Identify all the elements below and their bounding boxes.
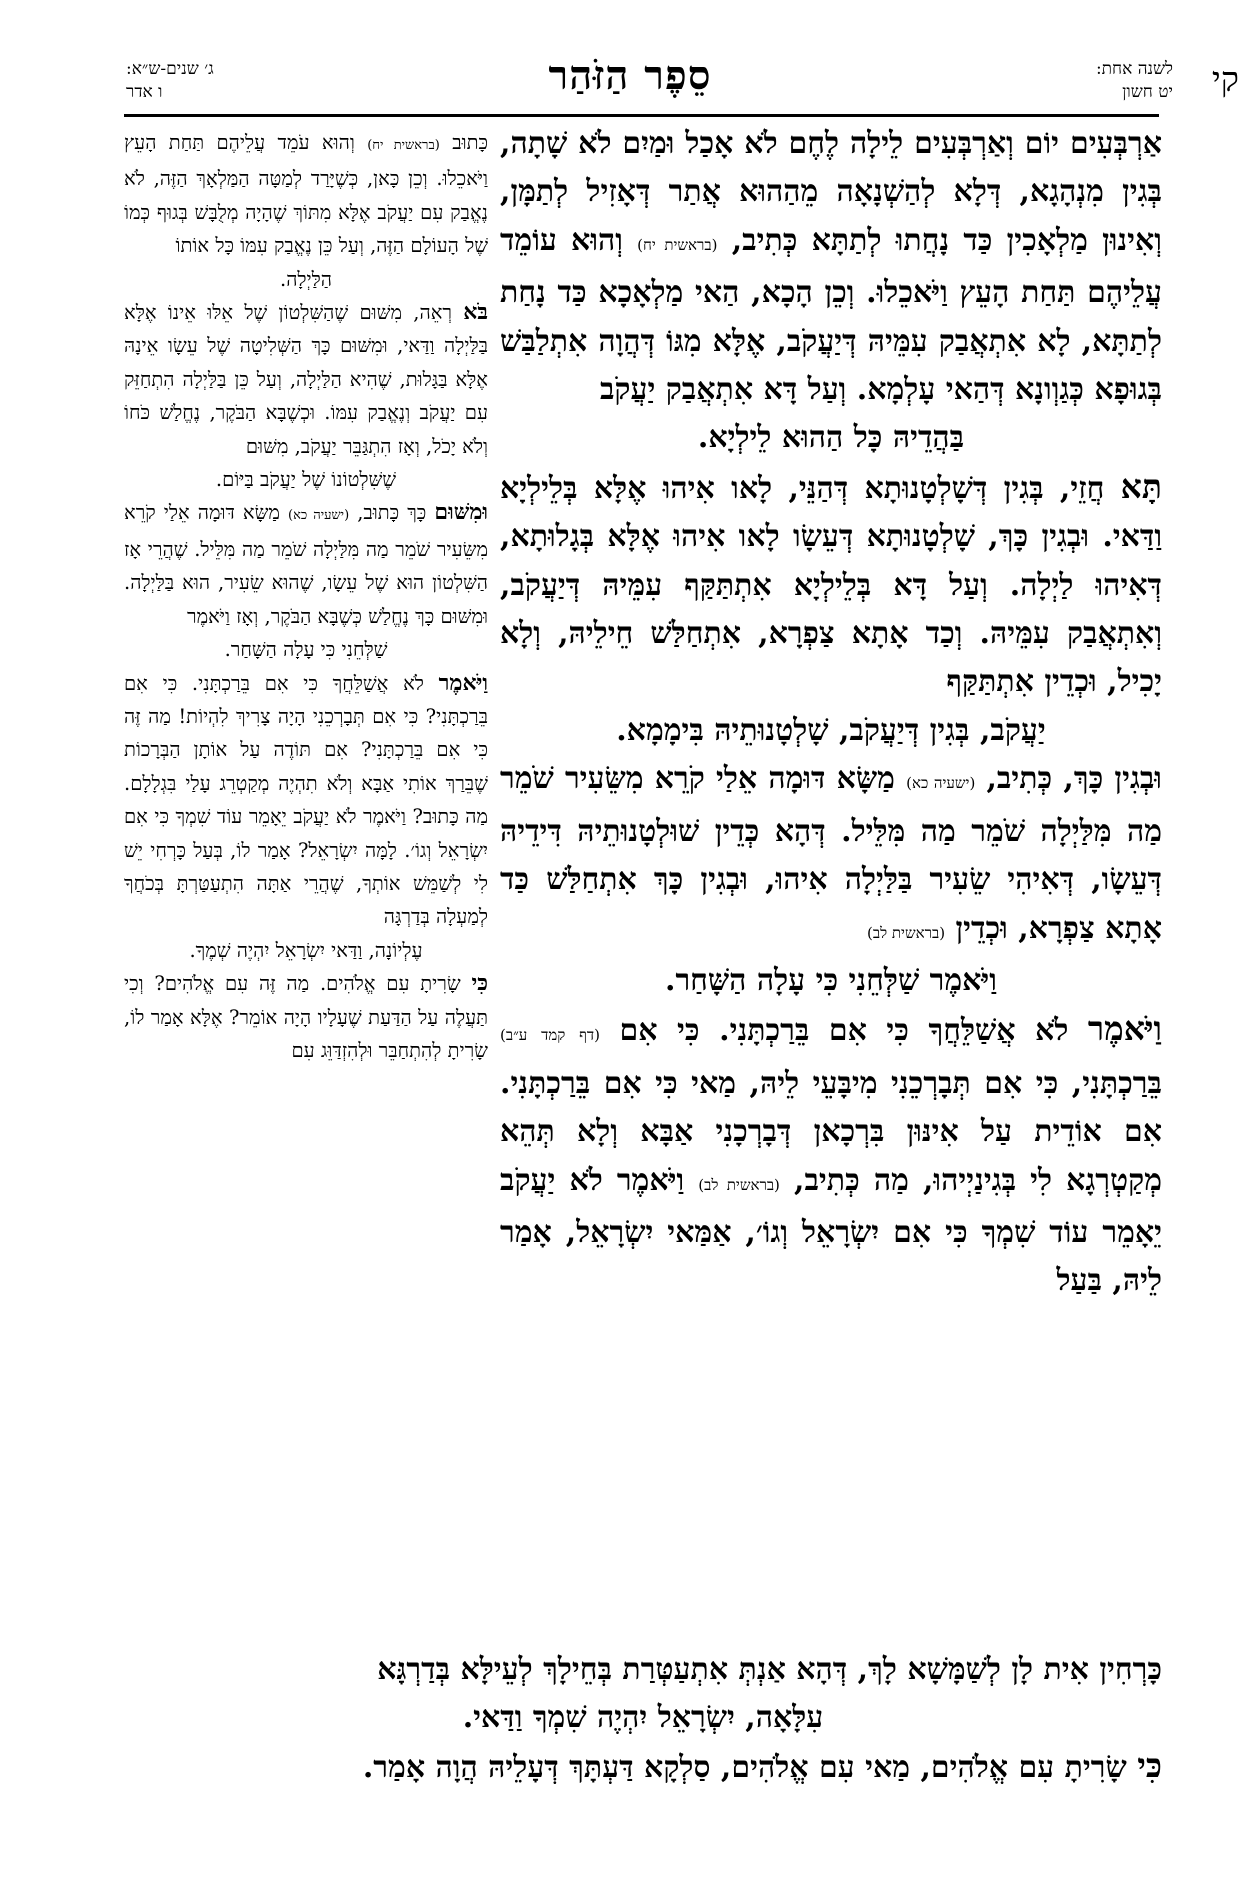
- page-number: קי: [1211, 60, 1239, 100]
- main-paragraph-1-end: בַּהֲדֵיהּ כָּל הַהוּא לֵילְיָא.: [697, 420, 965, 456]
- daily-schedule-three-years: [126, 58, 346, 104]
- continuation-line-2: עִלָּאָה, יִשְׂרָאֵל יִהְיֶה שִׁמְךָ וַדַּאי.: [462, 1700, 824, 1735]
- commentary-p2-text: רְאֵה, מִשּׁוּם שֶׁהַשִּׁלְטוֹן שֶׁל אֵלּוּ אֵינוֹ אֶלָּא בַּלַּיְלָה וַדַּאי, וּמִשּׁוּם כָּךְ הַשְּׁלִיטָה שֶׁל עֵשָׂו אֵינָהּ אֶלָּא בַּגָּלוּת, שֶׁהִיא הַלַּיְלָה, וְעַל כֵּן בַּלַּיְלָה הִתְחַזֵּק עִם יַעֲקֹב וְנֶאֱבַק עִמּוֹ. וּכְשֶׁבָּא הַבֹּקֶר, נֶחֱלַשׁ כֹּחוֹ וְלֹא יָכֹל, וְאָז הִתְגַּבֵּר יַעֲקֹב, מִשּׁוּם: [124, 301, 488, 458]
- folio-reference: (דף קמד ע״ב): [500, 1026, 600, 1045]
- main-paragraph-3-end: וַיֹּאמֶר שַׁלְּחֵנִי כִּי עָלָה הַשָּׁחַר.: [665, 962, 997, 998]
- source-reference: (ישעיה כא): [906, 774, 976, 793]
- commentary-paragraph-5: [124, 967, 488, 1067]
- commentary-p3-text-a: כָּךְ כָּתוּב,: [357, 501, 427, 525]
- paragraph-lead-word: כִּי: [1137, 1746, 1162, 1785]
- main-paragraph-4: [500, 1005, 1162, 1305]
- paragraph-lead-word: וַיֹּאמֶר: [1087, 1009, 1162, 1049]
- source-reference: (בראשית יח): [637, 235, 718, 254]
- schedule-three-years-label: ג׳ שנים-ש״א:: [126, 59, 214, 79]
- main-paragraph-1: [500, 120, 1162, 414]
- main-p4-text-c: וַיֹּאמֶר לֹא יַעֲקֹב יֵאָמֵר עוֹד שִׁמְךָ כִּי אִם יִשְׂרָאֵל וְגוֹ׳, אַמַּאי יִשְׂרָאֵל, אָמַר לֵיהּ, בַּעַל: [500, 1162, 1162, 1299]
- book-title: סֵפֶר הַזֹּהַר: [548, 52, 712, 99]
- full-width-continuation: [124, 1646, 1162, 1792]
- commentary-p5-text: שָׂרִיתָ עִם אֱלֹהִים. מַה זֶּה עִם אֱלֹהִים? וְכִי תַּעֲלֶה עַל הַדַּעַת שֶׁעָלָיו הָיָה אוֹמֵר? אֶלָּא אָמַר לוֹ, שָׂרִיתָ לְהִתְחַבֵּר וּלְהִזְדַּוֵּג עִם: [124, 972, 488, 1062]
- continuation-line-1: כָּרְחִין אִית לָן לְשַׁמָּשָׁא לָךְ, דְּהָא אַנְתְּ אִתְעַטְּרַת בְּחֵילָךְ לְעֵילָּא בְּדַרְגָּא: [377, 1652, 1162, 1687]
- main-p1-text-a: אַרְבְּעִים יוֹם וְאַרְבְּעִים לֵילָה לֶחֶם לֹא אָכַל וּמַיִם לֹא שָׁתָה, בְּגִין מִנְהָגָא, דְּלָא לְהַשְׁנָאָה מֵהַהוּא אֲתַר דְּאָזִיל לְתַמָּן, וְאִינוּן מַלְאָכִין כַּד נָחֲתוּ לְתַתָּא כְּתִיב,: [500, 126, 1162, 258]
- commentary-paragraph-3-end: שַׁלְּחֵנִי כִּי עָלָה הַשָּׁחַר.: [224, 638, 388, 662]
- paragraph-lead-word: וַיֹּאמֶר: [438, 669, 488, 696]
- commentary-paragraph-4-end: עֶלְיוֹנָה, וַדַּאי יִשְׂרָאֵל יִהְיֶה שְׁמֶךָ.: [189, 938, 423, 962]
- schedule-one-year-date: יט חשון: [1122, 81, 1173, 102]
- header-rule: [124, 114, 1159, 117]
- paragraph-lead-word: בֹּא: [463, 299, 488, 326]
- continuation-paragraph: [124, 1742, 1162, 1792]
- commentary-paragraph-3: [124, 496, 488, 633]
- source-reference: (בראשית יח): [367, 138, 440, 153]
- main-paragraph-2: [500, 463, 1162, 707]
- commentary-p1-text-b: וְהוּא עֹמֵד עֲלֵיהֶם תַּחַת הָעֵץ וַיֹּאכֵלוּ. וְכֵן כָּאן, כְּשֶׁיָּרַד לְמַטָּה הַמַּלְאָךְ הַזֶּה, לֹא נֶאֱבַק עִם יַעֲקֹב אֶלָּא מִתּוֹךְ שֶׁהָיָה מְלֻבָּשׁ בְּגוּף כְּמוֹ שֶׁל הָעוֹלָם הַזֶּה, וְעַל כֵּן נֶאֱבַק עִמּוֹ כָּל אוֹתוֹ: [124, 131, 488, 258]
- schedule-three-years-date: ו אדר: [126, 81, 163, 102]
- main-p2-text: חֲזֵי, בְּגִין דְּשָׁלְטָנוּתָא דְּהַנֵּי, לָאו אִיהוּ אֶלָּא בְּלֵילְיָא וַדַּאי. וּבְגִין כָּךְ, שָׁלְטָנוּתָא דְּעֵשָׂו לָאו אִיהוּ אֶלָּא בְּגָלוּתָא, דְּאִיהוּ לַיְלָה. וְעַל דָּא בְּלֵילְיָא אִתְתַּקַּף עִמֵּיהּ דְּיַעֲקֹב, וְאִתְאֲבַק עִמֵּיהּ. וְכַד אָתָא צַפְרָא, אִתְחַלַּשׁ חֵילֵיהּ, וְלָא יָכִיל, וּכְדֵין אִתְתַּקַּף: [500, 470, 1162, 700]
- main-paragraph-2-end: יַעֲקֹב, בְּגִין דְּיַעֲקֹב, שָׁלְטָנוּתֵיהּ בִּימָמָא.: [616, 712, 1046, 748]
- main-paragraph-3: [500, 755, 1162, 957]
- commentary-paragraph-1-end: הַלַּיְלָה.: [280, 267, 332, 291]
- commentary-p1-text-a: כָּתוּב: [452, 131, 488, 154]
- paragraph-lead-word: תָּא: [1120, 466, 1162, 506]
- source-reference: (בראשית לב): [867, 923, 946, 942]
- main-p3-text-a: וּבְגִין כָּךְ, כְּתִיב,: [986, 761, 1162, 797]
- main-p1-text-b: וְהוּא עוֹמֵד עֲלֵיהֶם תַּחַת הָעֵץ וַיֹּאכֵלוּ. וְכֵן הָכָא, הַאי מַלְאָכָא כַּד נָחַת לְתַתָּא, לָא אִתְאֲבַק עִמֵּיהּ דְּיַעֲקֹב, אֶלָּא מִגּוֹ דְּהֲוָה אִתְלַבַּשׁ בְּגוּפָא כְּגַוְונָא דְּהַאי עָלְמָא. וְעַל דָּא אִתְאֲבַק יַעֲקֹב: [500, 222, 1162, 408]
- main-text-column: [500, 120, 1162, 1306]
- commentary-p4-text: לֹא אֲשַׁלֵּחֲךָ כִּי אִם בֵּרַכְתָּנִי. כִּי אִם בֵּרַכְתָּנִי? כִּי אִם תְּבָרְכֵנִי הָיָה צָרִיךְ לִהְיוֹת! מַה זֶּה כִּי אִם בֵּרַכְתָּנִי? אִם תּוֹדֶה עַל אוֹתָן הַבְּרָכוֹת שֶׁבֵּרַךְ אוֹתִי אַבָּא וְלֹא תִהְיֶה מְקַטְרֵג עָלַי בִּגְלָלָם. מַה כָּתוּב? וַיֹּאמֶר לֹא יַעֲקֹב יֵאָמֵר עוֹד שִׁמְךָ כִּי אִם יִשְׂרָאֵל וְגוֹ׳. לָמָּה יִשְׂרָאֵל? אָמַר לוֹ, בְּעַל כָּרְחִי יֵשׁ לִי לְשַׁמֵּשׁ אוֹתְךָ, שֶׁהֲרֵי אַתָּה הִתְעַטַּרְתָּ בְּכֹחֲךָ לְמַעְלָה בְּדַרְגָּה: [124, 671, 488, 929]
- source-reference: (ישעיה כא): [288, 508, 350, 524]
- main-p3-text-b: מַשָּׂא דּוּמָה אֵלַי קֹרֵא מִשֵּׂעִיר שֹׁמֵר מַה מִּלַּיְלָה שֹׁמֵר מַה מִּלֵּיל. דְּהָא כְּדֵין שׁוּלְטָנוּתֵיהּ דִּידֵיהּ דְּעֵשָׂו, דְּאִיהִי שֵׂעִיר בַּלַּיְלָה אִיהוּ, וּבְגִין כָּךְ אִתְחַלַּשׁ כַּד אָתָא צַפְרָא, וּכְדֵין: [500, 761, 1162, 946]
- schedule-one-year-label: לשנה אחת:: [1095, 59, 1173, 79]
- paragraph-lead-word: וּמִשּׁוּם: [434, 499, 488, 526]
- main-p4-text-a: לֹא אֲשַׁלֵּחֲךָ כִּי אִם בֵּרַכְתָּנִי. כִּי אִם: [619, 1013, 1069, 1049]
- commentary-paragraph-2: [124, 296, 488, 463]
- continuation-paragraph-text: שָׂרִיתָ עִם אֱלֹהִים, מַאי עִם אֱלֹהִים, סַלְקָא דַּעְתָּךְ דְּעָלֵיהּ הֲוָה אָמַר.: [362, 1750, 1127, 1785]
- main-p4-text-b: בֵּרַכְתָּנִי, כִּי אִם תְּבָרְכֵנִי מִיבָּעֵי לֵיהּ, מַאי כִּי אִם בֵּרַכְתָּנִי. אִם אוֹדֵית עַל אִינּוּן בִּרְכָאן דְּבָרְכָנִי אַבָּא וְלָא תְּהֵא מְקַטְרְגָא לִי בְּגִינַיְיהוּ, מַה כְּתִיב,: [500, 1065, 1162, 1198]
- commentary-paragraph-2-end: שֶׁשִּׁלְטוֹנוֹ שֶׁל יַעֲקֹב בַּיּוֹם.: [215, 468, 397, 492]
- commentary-p3-text-b: מַשָּׂא דּוּמָה אֵלַי קֹרֵא מִשֵּׂעִיר שֹׁמֵר מַה מִּלַּיְלָה שֹׁמֵר מַה מִּלֵּיל. שֶׁהֲרֵי אָז הַשִּׁלְטוֹן הוּא שֶׁל עֵשָׂו, שֶׁהוּא שֵׂעִיר, הוּא בַּלַּיְלָה. וּמִשּׁוּם כָּךְ נֶחֱלַשׁ כְּשֶׁבָּא הַבֹּקֶר, וְאָז וַיֹּאמֶר: [124, 501, 488, 628]
- paragraph-lead-word: כִּי: [471, 970, 489, 997]
- commentary-paragraph-4: [124, 667, 488, 934]
- commentary-column: [124, 126, 488, 1067]
- source-reference: (בראשית לב): [698, 1175, 780, 1194]
- daily-schedule-one-year: [973, 58, 1173, 104]
- commentary-paragraph-1: [124, 126, 488, 263]
